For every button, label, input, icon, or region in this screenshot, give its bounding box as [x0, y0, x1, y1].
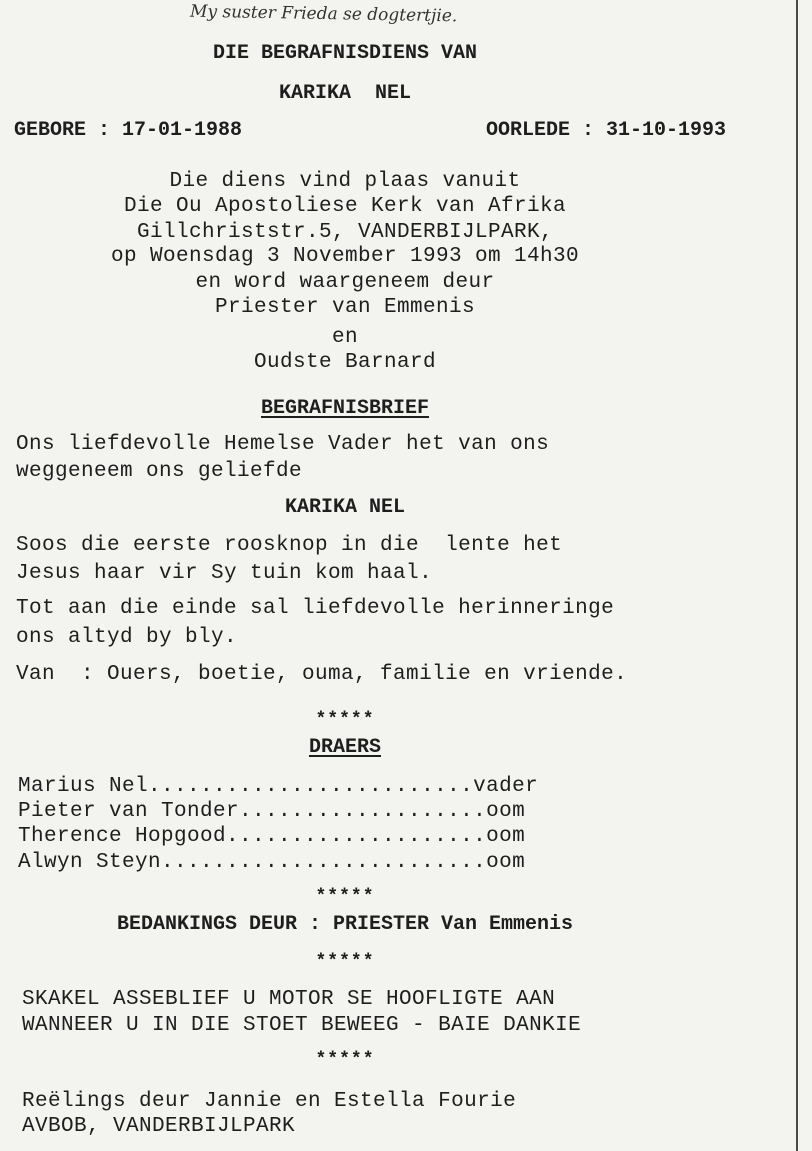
page-title: DIE BEGRAFNISDIENS VAN: [212, 42, 478, 65]
service-line-4: op Woensdag 3 November 1993 om 14h30: [110, 245, 580, 268]
handwritten-note: My suster Frieda se dogtertjie.: [189, 1, 458, 27]
separator-1: *****: [315, 710, 375, 730]
headlights-notice-1: SKAKEL ASSEBLIEF U MOTOR SE HOOFLIGTE AAN: [22, 988, 556, 1011]
service-line-6: Priester van Emmenis: [214, 296, 476, 319]
separator-2: *****: [315, 887, 375, 907]
service-line-8: Oudste Barnard: [253, 351, 437, 374]
bearer-row: Pieter van Tonder...................oom: [18, 800, 526, 823]
service-line-5: en word waargeneem deur: [195, 271, 495, 294]
arrangements-line-2: AVBOB, VANDERBIJLPARK: [22, 1115, 296, 1138]
death-date: OORLEDE : 31-10-1993: [486, 119, 727, 142]
letter-paragraph-1a: Ons liefdevolle Hemelse Vader het van ons: [16, 433, 550, 456]
letter-heading: BEGRAFNISBRIEF: [260, 397, 430, 420]
bearer-row: Alwyn Steyn.........................oom: [18, 851, 526, 874]
headlights-notice-2: WANNEER U IN DIE STOET BEWEEG - BAIE DANKIE: [22, 1014, 582, 1037]
bearer-row: Therence Hopgood....................oom: [18, 825, 526, 848]
page-edge-line: [796, 0, 798, 1151]
letter-paragraph-1b: weggeneem ons geliefde: [16, 460, 303, 483]
letter-from: Van : Ouers, boetie, ouma, familie en vriende.: [16, 663, 628, 686]
thanks-line: BEDANKINGS DEUR : PRIESTER Van Emmenis: [116, 913, 574, 936]
separator-4: *****: [315, 1050, 375, 1070]
service-line-2: Die Ou Apostoliese Kerk van Afrika: [123, 195, 567, 218]
letter-paragraph-2b: Jesus haar vir Sy tuin kom haal.: [16, 562, 433, 585]
letter-name: KARIKA NEL: [284, 496, 406, 519]
separator-3: *****: [315, 952, 375, 972]
bearer-row: Marius Nel.........................vader: [18, 775, 539, 798]
letter-paragraph-3a: Tot aan die einde sal liefdevolle herinneringe: [16, 597, 615, 620]
arrangements-line-1: Reëlings deur Jannie en Estella Fourie: [22, 1090, 517, 1113]
deceased-name: KARIKA NEL: [278, 82, 412, 105]
letter-paragraph-2a: Soos die eerste roosknop in die lente het: [16, 534, 563, 557]
bearers-heading: DRAERS: [308, 736, 381, 759]
service-line-3: Gillchriststr.5, VANDERBIJLPARK,: [136, 221, 554, 244]
birth-date: GEBORE : 17-01-1988: [14, 119, 243, 142]
service-line-7: en: [331, 326, 358, 349]
letter-paragraph-3b: ons altyd by bly.: [16, 626, 238, 649]
service-line-1: Die diens vind plaas vanuit: [169, 170, 521, 193]
